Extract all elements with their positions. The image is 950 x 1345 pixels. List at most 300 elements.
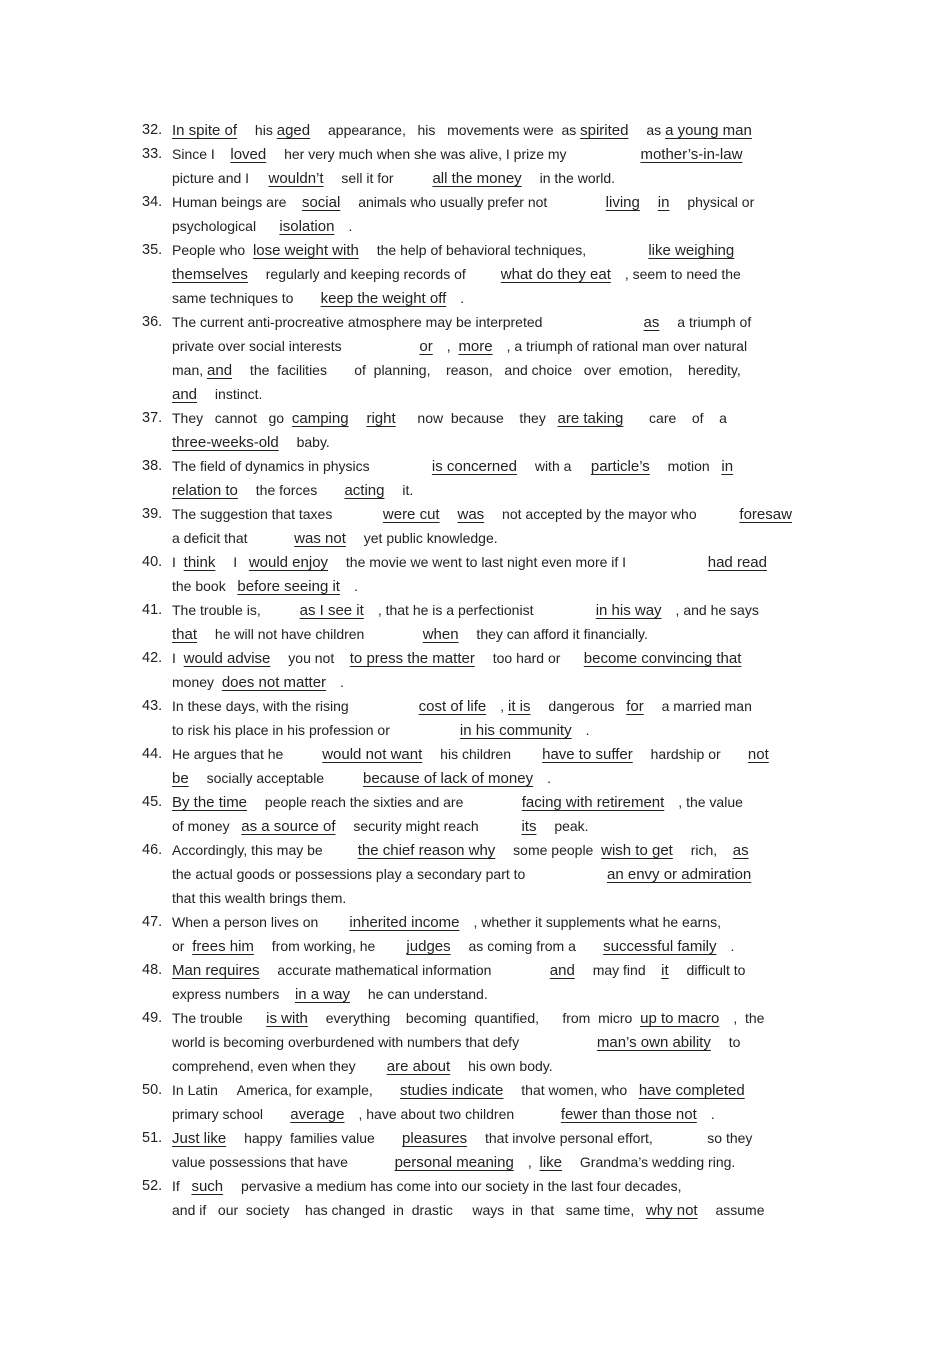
- line-text: [172, 432, 330, 453]
- answer-blank: such: [191, 1178, 224, 1195]
- answer-blank: man’s own ability: [596, 1034, 711, 1051]
- answer-blank: Just like: [172, 1130, 227, 1147]
- sentence-text: her very much when she was alive, I prize my: [280, 146, 641, 162]
- exercise-line: [0, 696, 950, 720]
- sentence-text: too hard or: [488, 650, 584, 666]
- sentence-text: that this wealth brings them.: [172, 890, 347, 906]
- exercise-line: [0, 552, 950, 576]
- sentence-text: ,: [500, 698, 508, 714]
- line-text: [172, 744, 783, 765]
- sentence-text: man,: [172, 362, 208, 378]
- exercise-item: [0, 600, 950, 648]
- exercise-line: [0, 1032, 950, 1056]
- exercise-line: [0, 672, 950, 696]
- sentence-text: appearance, his movements were as: [324, 122, 581, 138]
- item-number: 40.: [142, 554, 163, 570]
- sentence-text: the forces: [251, 482, 345, 498]
- line-text: [172, 1008, 764, 1029]
- exercise-item: [0, 1080, 950, 1128]
- answer-blank: are about: [386, 1058, 451, 1075]
- sentence-text: from working, he: [267, 938, 407, 954]
- line-text: [172, 768, 551, 789]
- exercise-item: [0, 504, 950, 552]
- answer-blank: spirited: [580, 122, 629, 139]
- exercise-item: [0, 696, 950, 744]
- answer-blank: living: [605, 194, 640, 211]
- sentence-text: People who: [172, 242, 253, 258]
- sentence-text: money: [172, 674, 222, 690]
- answer-blank: inherited income: [349, 914, 460, 931]
- exercise-line: [0, 720, 950, 744]
- exercise-line: [0, 984, 950, 1008]
- sentence-text: ,: [446, 338, 459, 354]
- exercise-item: [0, 912, 950, 960]
- line-text: [172, 216, 352, 237]
- answer-blank: why not: [645, 1202, 698, 1219]
- sentence-text: world is becoming overburdened with numbers that defy: [172, 1034, 597, 1050]
- sentence-text: people reach the sixties and are: [261, 794, 522, 810]
- sentence-text: sell it for: [337, 170, 433, 186]
- exercise-item: [0, 552, 950, 600]
- answer-blank: it is: [507, 698, 531, 715]
- answer-blank: the chief reason why: [357, 842, 496, 859]
- item-number: 42.: [142, 650, 163, 666]
- sentence-text: that involve personal effort, so they: [481, 1130, 753, 1146]
- line-text: [172, 312, 751, 333]
- sentence-text: everything becoming quantified, from micro: [321, 1010, 641, 1026]
- sentence-text: motion: [663, 458, 722, 474]
- sentence-text: , that he is a perfectionist: [377, 602, 596, 618]
- sentence-text: In Latin America, for example,: [172, 1082, 400, 1098]
- sentence-text: , whether it supplements what he earns,: [473, 914, 721, 930]
- sentence-text: .: [547, 770, 551, 786]
- answer-blank: studies indicate: [400, 1082, 504, 1099]
- exercise-line: [0, 600, 950, 624]
- answer-blank: an envy or admiration: [607, 866, 752, 883]
- sentence-text: If: [172, 1178, 192, 1194]
- line-text: [172, 672, 344, 693]
- sentence-text: the facilities of planning, reason, and choice over emotion, heredity,: [246, 362, 741, 378]
- answer-blank: facing with retirement: [521, 794, 665, 811]
- line-text: [172, 816, 589, 837]
- sentence-text: now because they: [409, 410, 558, 426]
- line-text: [172, 1128, 752, 1149]
- line-text: [172, 648, 755, 669]
- sentence-text: .: [730, 938, 735, 954]
- sentence-text: they can afford it financially.: [472, 626, 648, 642]
- line-text: [172, 168, 615, 189]
- line-text: [172, 960, 745, 981]
- sentence-text: ,: [527, 1154, 540, 1170]
- line-text: [172, 1104, 715, 1125]
- sentence-text: peak.: [550, 818, 589, 834]
- sentence-text: assume: [711, 1202, 765, 1218]
- item-number: 44.: [142, 746, 163, 762]
- sentence-text: pervasive a medium has come into our society in the last four decades,: [237, 1178, 682, 1194]
- line-text: [172, 792, 743, 813]
- answer-blank: particle’s: [590, 458, 650, 475]
- sentence-text: a deficit that: [172, 530, 295, 546]
- item-number: 37.: [142, 410, 163, 426]
- sentence-text: he will not have children: [211, 626, 423, 642]
- line-text: [172, 720, 589, 741]
- exercise-line: [0, 888, 950, 912]
- sentence-text: or: [172, 938, 193, 954]
- answer-blank: what do they eat: [500, 266, 611, 283]
- sentence-text: you not: [284, 650, 350, 666]
- exercise-line: [0, 912, 950, 936]
- answer-blank: and: [549, 962, 575, 979]
- answer-blank: all the money: [432, 170, 522, 187]
- sentence-text: The trouble is,: [172, 602, 300, 618]
- answer-blank: become convincing that: [583, 650, 742, 667]
- answer-blank: themselves: [172, 266, 248, 283]
- exercise-line: [0, 264, 950, 288]
- answer-blank: fewer than those not: [560, 1106, 697, 1123]
- sentence-text: , the: [733, 1010, 765, 1026]
- answer-blank: in: [721, 458, 734, 475]
- line-text: [172, 888, 346, 908]
- sentence-text: it.: [398, 482, 414, 498]
- item-number: 41.: [142, 602, 163, 618]
- answer-blank: to press the matter: [349, 650, 475, 667]
- sentence-text: .: [353, 578, 358, 594]
- line-text: [172, 192, 754, 213]
- line-text: [172, 912, 721, 933]
- sentence-text: express numbers: [172, 986, 295, 1002]
- answer-blank: when: [422, 626, 459, 643]
- item-number: 45.: [142, 794, 163, 810]
- answer-blank: and: [207, 362, 233, 379]
- exercise-line: [0, 168, 950, 192]
- line-text: [172, 936, 734, 957]
- sentence-text: animals who usually prefer not: [354, 194, 606, 210]
- exercise-item: [0, 1128, 950, 1176]
- exercise-line: [0, 1176, 950, 1200]
- answer-blank: and: [172, 386, 198, 403]
- answer-blank: personal meaning: [394, 1154, 514, 1171]
- answer-blank: foresaw: [739, 506, 792, 523]
- answer-blank: loved: [230, 146, 267, 163]
- sentence-text: psychological: [172, 218, 280, 234]
- sentence-text: socially acceptable: [202, 770, 363, 786]
- exercise-line: [0, 576, 950, 600]
- answer-blank: for: [626, 698, 644, 715]
- sentence-text: .: [348, 218, 353, 234]
- exercise-line: [0, 1008, 950, 1032]
- line-text: [172, 384, 262, 405]
- sentence-text: happy families value: [240, 1130, 403, 1146]
- answer-blank: wouldn’t: [268, 170, 324, 187]
- exercise-line: [0, 960, 950, 984]
- exercise-item: [0, 1176, 950, 1224]
- answer-blank: would enjoy: [248, 554, 329, 571]
- answer-blank: would advise: [183, 650, 271, 667]
- answer-blank: its: [521, 818, 537, 835]
- sentence-text: to: [724, 1034, 741, 1050]
- line-text: [172, 864, 765, 885]
- sentence-text: the help of behavioral techniques,: [372, 242, 649, 258]
- item-number: 48.: [142, 962, 163, 978]
- line-text: [172, 1200, 765, 1221]
- exercise-line: [0, 528, 950, 552]
- answer-blank: By the time: [172, 794, 248, 811]
- exercise-line: [0, 1056, 950, 1080]
- sentence-text: comprehend, even when they: [172, 1058, 387, 1074]
- exercise-line: [0, 336, 950, 360]
- sentence-text: , and he says: [675, 602, 759, 618]
- answer-blank: wish to get: [601, 842, 673, 859]
- answer-blank: like: [539, 1154, 563, 1171]
- answer-blank: not: [747, 746, 769, 763]
- answer-blank: like weighing: [648, 242, 735, 259]
- answer-blank: were cut: [382, 506, 440, 523]
- exercise-line: [0, 864, 950, 888]
- sentence-text: primary school: [172, 1106, 291, 1122]
- exercise-line: [0, 288, 950, 312]
- sentence-text: I: [229, 554, 249, 570]
- answer-blank: average: [290, 1106, 345, 1123]
- line-text: [172, 120, 766, 141]
- answer-blank: acting: [344, 482, 385, 499]
- sentence-text: physical or: [683, 194, 755, 210]
- sentence-text: a married man: [657, 698, 752, 714]
- answer-blank: because of lack of money: [362, 770, 534, 787]
- item-number: 39.: [142, 506, 163, 522]
- exercise-line: [0, 1128, 950, 1152]
- answer-blank: in: [657, 194, 670, 211]
- sentence-text: with a: [530, 458, 591, 474]
- answer-blank: pleasures: [402, 1130, 468, 1147]
- line-text: [172, 336, 747, 357]
- answer-blank: relation to: [172, 482, 238, 499]
- exercise-line: [0, 480, 950, 504]
- answer-blank: isolation: [279, 218, 335, 235]
- exercise-line: [0, 792, 950, 816]
- line-text: [172, 504, 806, 525]
- answer-blank: keep the weight off: [320, 290, 447, 307]
- sentence-text: his: [251, 122, 277, 138]
- sentence-text: not accepted by the mayor who: [498, 506, 740, 522]
- answer-blank: that: [172, 626, 198, 643]
- answer-blank: had read: [707, 554, 767, 571]
- sentence-text: a triumph of: [673, 314, 752, 330]
- answer-blank: are taking: [557, 410, 624, 427]
- answer-blank: mother’s-in-law: [640, 146, 743, 163]
- answer-blank: was not: [294, 530, 346, 547]
- answer-blank: Man requires: [172, 962, 260, 979]
- sentence-text: I: [172, 650, 184, 666]
- sentence-text: value possessions that have: [172, 1154, 395, 1170]
- sentence-text: security might reach: [349, 818, 522, 834]
- line-text: [172, 264, 741, 285]
- line-text: [172, 456, 747, 477]
- line-text: [172, 840, 763, 861]
- sentence-text: .: [340, 674, 344, 690]
- exercise-line: [0, 1152, 950, 1176]
- sentence-text: , a triumph of rational man over natural: [506, 338, 748, 354]
- answer-blank: successful family: [603, 938, 717, 955]
- sentence-text: picture and I: [172, 170, 269, 186]
- answer-blank: think: [183, 554, 216, 571]
- sentence-text: He argues that he: [172, 746, 323, 762]
- line-text: [172, 552, 781, 573]
- answer-blank: does not matter: [221, 674, 327, 691]
- sentence-text: dangerous: [544, 698, 627, 714]
- line-text: [172, 1056, 553, 1077]
- exercise-item: [0, 240, 950, 312]
- answer-blank: social: [301, 194, 341, 211]
- exercise-line: [0, 456, 950, 480]
- answer-blank: as I see it: [299, 602, 364, 619]
- exercise-line: [0, 360, 950, 384]
- sentence-text: the movie we went to last night even more if I: [342, 554, 708, 570]
- sentence-text: accurate mathematical information: [273, 962, 550, 978]
- exercise-line: [0, 936, 950, 960]
- line-text: [172, 240, 748, 261]
- exercise-line: [0, 504, 950, 528]
- sentence-text: The suggestion that taxes: [172, 506, 383, 522]
- sentence-text: the actual goods or possessions play a secondary part to: [172, 866, 608, 882]
- answer-blank: have completed: [638, 1082, 745, 1099]
- answer-blank: aged: [276, 122, 311, 139]
- sentence-text: as coming from a: [464, 938, 604, 954]
- exercise-line: [0, 408, 950, 432]
- exercise-item: [0, 648, 950, 696]
- sentence-text: difficult to: [682, 962, 746, 978]
- exercise-line: [0, 768, 950, 792]
- sentence-text: , the value: [678, 794, 743, 810]
- exercise-line: [0, 216, 950, 240]
- sentence-text: in the world.: [535, 170, 616, 186]
- line-text: [172, 144, 756, 165]
- exercise-line: [0, 1200, 950, 1224]
- sentence-text: instinct.: [211, 386, 263, 402]
- sentence-text: of money: [172, 818, 242, 834]
- exercise-line: [0, 816, 950, 840]
- answer-blank: camping: [291, 410, 349, 427]
- item-number: 32.: [142, 122, 163, 138]
- answer-blank: be: [172, 770, 189, 787]
- sentence-text: baby.: [292, 434, 330, 450]
- sentence-text: he can understand.: [363, 986, 488, 1002]
- answer-blank: a young man: [665, 122, 752, 139]
- exercise-item: [0, 960, 950, 1008]
- exercise-item: [0, 408, 950, 456]
- exercise-item: [0, 792, 950, 840]
- sentence-text: same techniques to: [172, 290, 321, 306]
- sentence-text: as: [642, 122, 666, 138]
- sentence-text: , have about two children: [358, 1106, 561, 1122]
- line-text: [172, 696, 752, 717]
- answer-blank: as: [732, 842, 749, 859]
- exercise-line: [0, 240, 950, 264]
- line-text: [172, 576, 358, 597]
- answer-blank: or: [419, 338, 433, 355]
- answer-blank: in his community: [459, 722, 572, 739]
- exercise-item: [0, 1008, 950, 1080]
- exercise-line: [0, 1080, 950, 1104]
- answer-blank: is with: [266, 1010, 308, 1027]
- answer-blank: would not want: [322, 746, 423, 763]
- sentence-text: private over social interests: [172, 338, 420, 354]
- answer-blank: is concerned: [431, 458, 517, 475]
- item-number: 33.: [142, 146, 163, 162]
- sentence-text: The trouble: [172, 1010, 267, 1026]
- answer-blank: in his way: [595, 602, 662, 619]
- line-text: [172, 1080, 759, 1101]
- answer-blank: before seeing it: [237, 578, 340, 595]
- item-number: 47.: [142, 914, 163, 930]
- sentence-text: his children: [436, 746, 543, 762]
- sentence-text: .: [710, 1106, 715, 1122]
- sentence-text: the book: [172, 578, 238, 594]
- exercise-line: [0, 648, 950, 672]
- item-number: 38.: [142, 458, 163, 474]
- sentence-text: Accordingly, this may be: [172, 842, 358, 858]
- sentence-text: Since I: [172, 146, 231, 162]
- sentence-text: When a person lives on: [172, 914, 350, 930]
- sentence-text: .: [585, 722, 590, 738]
- exercise-line: [0, 144, 950, 168]
- sentence-text: Human beings are: [172, 194, 302, 210]
- sentence-text: some people: [509, 842, 602, 858]
- sentence-text: In these days, with the rising: [172, 698, 419, 714]
- sentence-text: I: [172, 554, 184, 570]
- answer-blank: right: [366, 410, 396, 427]
- answer-blank: In spite of: [172, 122, 238, 139]
- sentence-text: may find: [588, 962, 662, 978]
- item-number: 51.: [142, 1130, 163, 1146]
- answer-blank: as a source of: [241, 818, 336, 835]
- line-text: [172, 360, 741, 381]
- exercise-item: [0, 120, 950, 144]
- item-number: 46.: [142, 842, 163, 858]
- item-number: 52.: [142, 1178, 163, 1194]
- sentence-text: hardship or: [646, 746, 748, 762]
- exercise-sheet: [0, 120, 950, 1224]
- line-text: [172, 600, 759, 621]
- item-number: 50.: [142, 1082, 163, 1098]
- answer-blank: it: [661, 962, 669, 979]
- line-text: [172, 1176, 681, 1197]
- exercise-line: [0, 432, 950, 456]
- answer-blank: as: [643, 314, 660, 331]
- answer-blank: up to macro: [640, 1010, 720, 1027]
- answer-blank: was: [457, 506, 485, 523]
- answer-blank: frees him: [192, 938, 254, 955]
- line-text: [172, 480, 413, 501]
- line-text: [172, 984, 488, 1005]
- exercise-item: [0, 840, 950, 912]
- exercise-line: [0, 312, 950, 336]
- exercise-item: [0, 144, 950, 192]
- sentence-text: and if our society has changed in drastic ways in that same time,: [172, 1202, 646, 1218]
- line-text: [172, 1032, 740, 1053]
- sentence-text: that women, who: [517, 1082, 639, 1098]
- answer-blank: lose weight with: [252, 242, 359, 259]
- line-text: [172, 408, 727, 429]
- sentence-text: The field of dynamics in physics: [172, 458, 432, 474]
- item-number: 34.: [142, 194, 163, 210]
- line-text: [172, 624, 648, 645]
- item-number: 35.: [142, 242, 163, 258]
- sentence-text: regularly and keeping records of: [261, 266, 501, 282]
- exercise-line: [0, 840, 950, 864]
- exercise-line: [0, 744, 950, 768]
- answer-blank: cost of life: [418, 698, 487, 715]
- answer-blank: more: [458, 338, 493, 355]
